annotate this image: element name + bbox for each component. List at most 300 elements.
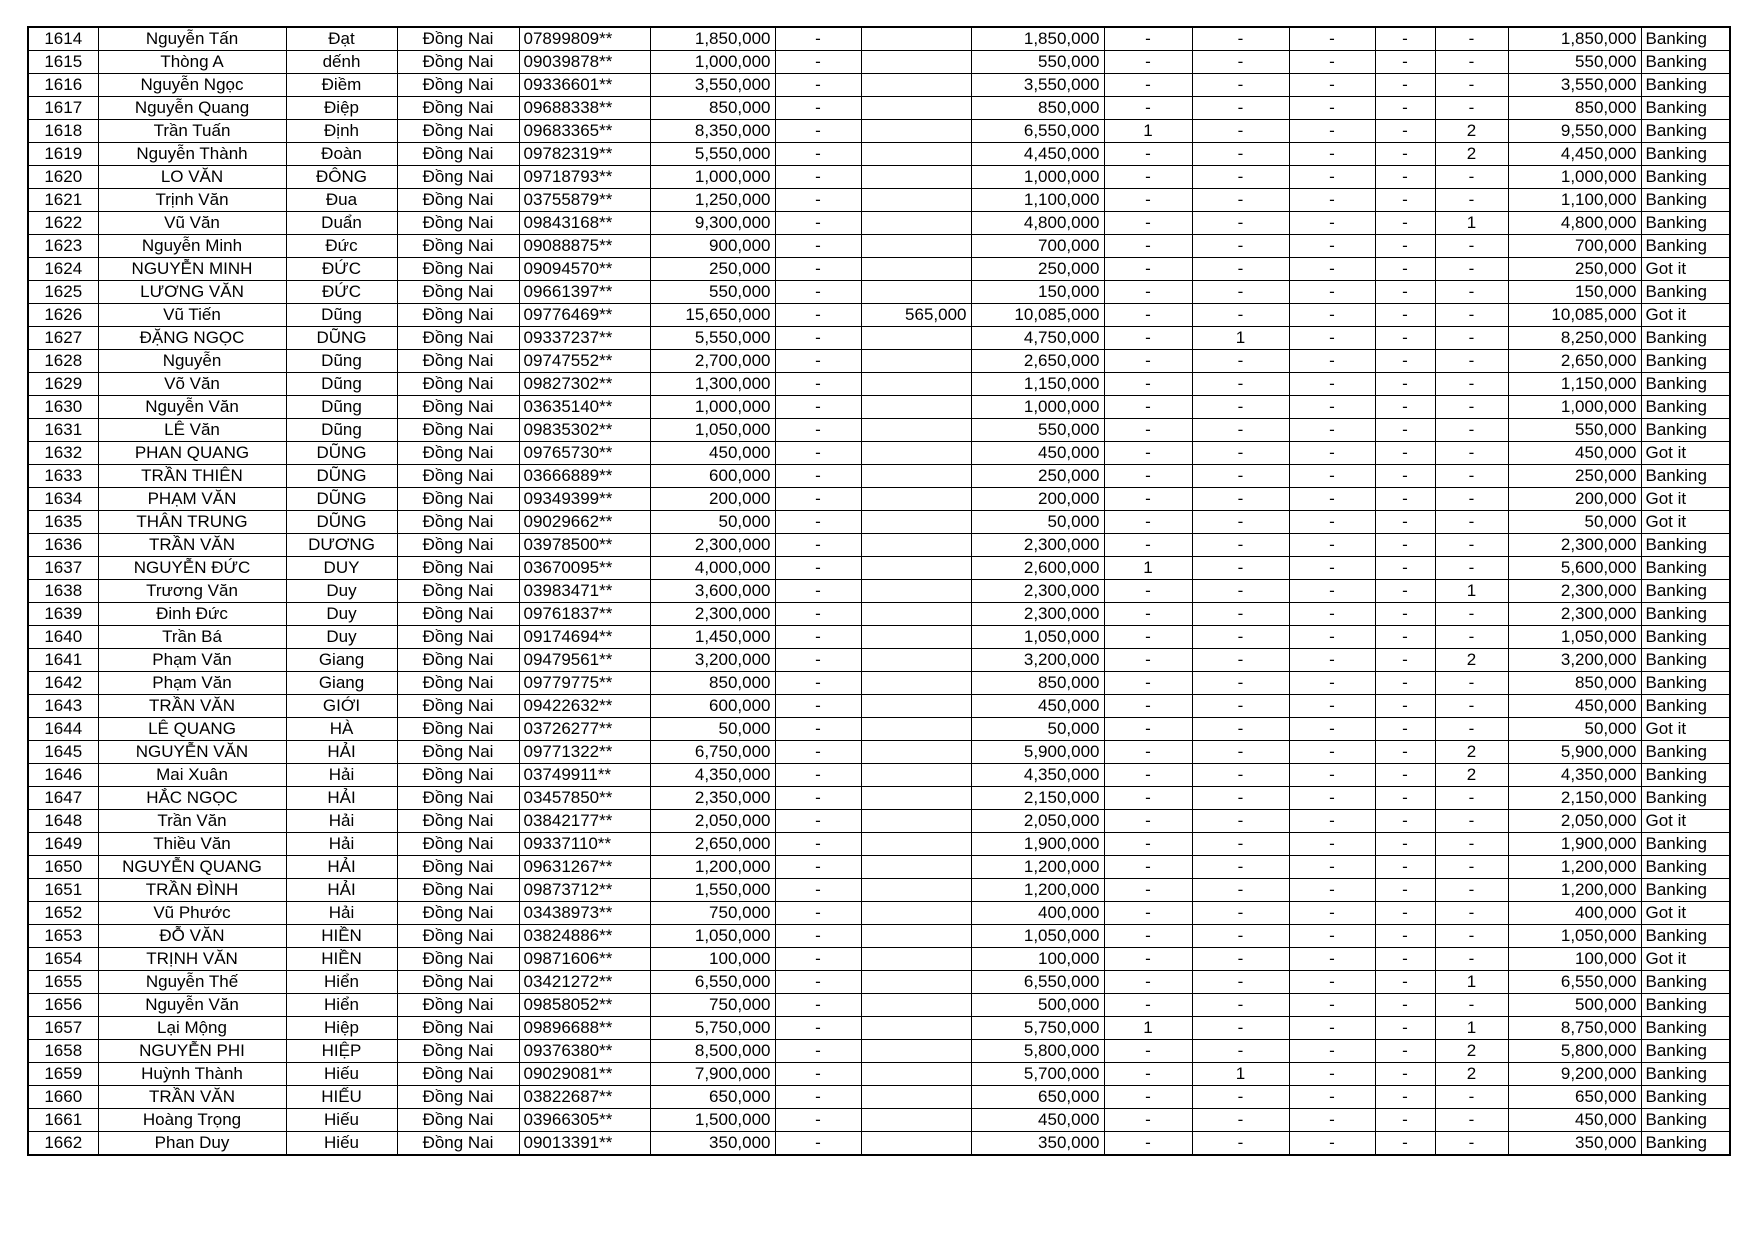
count-col-3: - bbox=[1289, 764, 1375, 787]
given-name-cell: Đạt bbox=[286, 27, 397, 51]
count-col-4: - bbox=[1375, 258, 1435, 281]
province-cell: Đồng Nai bbox=[397, 902, 519, 925]
surname-cell: Nguyễn Thành bbox=[98, 143, 286, 166]
amount-cell: 350,000 bbox=[650, 1132, 775, 1156]
dash-cell: - bbox=[775, 27, 861, 51]
given-name-cell: HẢI bbox=[286, 741, 397, 764]
row-number: 1656 bbox=[28, 994, 98, 1017]
count-col-3: - bbox=[1289, 189, 1375, 212]
count-col-4: - bbox=[1375, 557, 1435, 580]
paid-amount-cell: 4,350,000 bbox=[971, 764, 1104, 787]
surname-cell: Vũ Tiến bbox=[98, 304, 286, 327]
row-number: 1641 bbox=[28, 649, 98, 672]
extra-amount-cell bbox=[861, 994, 971, 1017]
table-row bbox=[28, 626, 1730, 649]
surname-cell: THÂN TRUNG bbox=[98, 511, 286, 534]
row-number: 1643 bbox=[28, 695, 98, 718]
surname-cell: Mai Xuân bbox=[98, 764, 286, 787]
phone-cell: 09835302** bbox=[519, 419, 650, 442]
count-col-1: - bbox=[1104, 994, 1192, 1017]
payment-method-cell: Banking bbox=[1641, 879, 1730, 902]
paid-amount-cell: 5,750,000 bbox=[971, 1017, 1104, 1040]
payment-method-cell: Banking bbox=[1641, 1040, 1730, 1063]
amount-cell: 2,050,000 bbox=[650, 810, 775, 833]
count-col-4: - bbox=[1375, 27, 1435, 51]
count-col-1: - bbox=[1104, 948, 1192, 971]
count-col-3: - bbox=[1289, 166, 1375, 189]
table-row bbox=[28, 327, 1730, 350]
amount-cell: 6,750,000 bbox=[650, 741, 775, 764]
extra-amount-cell bbox=[861, 212, 971, 235]
surname-cell: TRẦN ĐÌNH bbox=[98, 879, 286, 902]
payment-method-cell: Banking bbox=[1641, 74, 1730, 97]
extra-amount-cell bbox=[861, 626, 971, 649]
given-name-cell: Giang bbox=[286, 649, 397, 672]
count-col-5: - bbox=[1435, 879, 1508, 902]
given-name-cell: HIỆP bbox=[286, 1040, 397, 1063]
payment-method-cell: Banking bbox=[1641, 557, 1730, 580]
count-col-3: - bbox=[1289, 51, 1375, 74]
row-number: 1639 bbox=[28, 603, 98, 626]
paid-amount-cell: 550,000 bbox=[971, 419, 1104, 442]
given-name-cell: Duy bbox=[286, 626, 397, 649]
province-cell: Đồng Nai bbox=[397, 741, 519, 764]
count-col-2: - bbox=[1192, 557, 1289, 580]
total-cell: 1,000,000 bbox=[1508, 396, 1641, 419]
surname-cell: ĐẶNG NGỌC bbox=[98, 327, 286, 350]
province-cell: Đồng Nai bbox=[397, 718, 519, 741]
table-row bbox=[28, 488, 1730, 511]
count-col-3: - bbox=[1289, 1132, 1375, 1156]
amount-cell: 850,000 bbox=[650, 97, 775, 120]
payment-method-cell: Banking bbox=[1641, 327, 1730, 350]
total-cell: 1,850,000 bbox=[1508, 27, 1641, 51]
amount-cell: 100,000 bbox=[650, 948, 775, 971]
surname-cell: NGUYỄN PHI bbox=[98, 1040, 286, 1063]
total-cell: 100,000 bbox=[1508, 948, 1641, 971]
extra-amount-cell bbox=[861, 534, 971, 557]
given-name-cell: Hiển bbox=[286, 994, 397, 1017]
paid-amount-cell: 2,300,000 bbox=[971, 534, 1104, 557]
count-col-1: - bbox=[1104, 442, 1192, 465]
province-cell: Đồng Nai bbox=[397, 856, 519, 879]
given-name-cell: ĐỨC bbox=[286, 281, 397, 304]
amount-cell: 1,500,000 bbox=[650, 1109, 775, 1132]
phone-cell: 09039878** bbox=[519, 51, 650, 74]
amount-cell: 3,550,000 bbox=[650, 74, 775, 97]
dash-cell: - bbox=[775, 51, 861, 74]
paid-amount-cell: 350,000 bbox=[971, 1132, 1104, 1156]
province-cell: Đồng Nai bbox=[397, 511, 519, 534]
count-col-1: - bbox=[1104, 419, 1192, 442]
count-col-4: - bbox=[1375, 189, 1435, 212]
total-cell: 5,600,000 bbox=[1508, 557, 1641, 580]
count-col-3: - bbox=[1289, 373, 1375, 396]
extra-amount-cell bbox=[861, 350, 971, 373]
spreadsheet bbox=[27, 26, 1731, 1156]
extra-amount-cell bbox=[861, 1017, 971, 1040]
dash-cell: - bbox=[775, 580, 861, 603]
count-col-5: - bbox=[1435, 235, 1508, 258]
province-cell: Đồng Nai bbox=[397, 810, 519, 833]
table-row bbox=[28, 787, 1730, 810]
province-cell: Đồng Nai bbox=[397, 948, 519, 971]
count-col-1: - bbox=[1104, 1132, 1192, 1156]
paid-amount-cell: 400,000 bbox=[971, 902, 1104, 925]
extra-amount-cell bbox=[861, 74, 971, 97]
surname-cell: Trần Tuấn bbox=[98, 120, 286, 143]
given-name-cell: HIỀN bbox=[286, 948, 397, 971]
count-col-2: - bbox=[1192, 580, 1289, 603]
total-cell: 1,100,000 bbox=[1508, 189, 1641, 212]
count-col-2: - bbox=[1192, 534, 1289, 557]
table-row bbox=[28, 1040, 1730, 1063]
count-col-2: - bbox=[1192, 442, 1289, 465]
count-col-5: - bbox=[1435, 534, 1508, 557]
row-number: 1635 bbox=[28, 511, 98, 534]
count-col-3: - bbox=[1289, 1086, 1375, 1109]
province-cell: Đồng Nai bbox=[397, 373, 519, 396]
count-col-3: - bbox=[1289, 557, 1375, 580]
surname-cell: Trương Văn bbox=[98, 580, 286, 603]
paid-amount-cell: 1,050,000 bbox=[971, 626, 1104, 649]
province-cell: Đồng Nai bbox=[397, 143, 519, 166]
extra-amount-cell bbox=[861, 902, 971, 925]
given-name-cell: Duy bbox=[286, 580, 397, 603]
table-row bbox=[28, 925, 1730, 948]
phone-cell: 09422632** bbox=[519, 695, 650, 718]
payment-method-cell: Banking bbox=[1641, 994, 1730, 1017]
total-cell: 6,550,000 bbox=[1508, 971, 1641, 994]
count-col-1: - bbox=[1104, 304, 1192, 327]
payment-method-cell: Banking bbox=[1641, 649, 1730, 672]
count-col-2: - bbox=[1192, 488, 1289, 511]
phone-cell: 09761837** bbox=[519, 603, 650, 626]
province-cell: Đồng Nai bbox=[397, 1063, 519, 1086]
count-col-5: - bbox=[1435, 856, 1508, 879]
total-cell: 9,200,000 bbox=[1508, 1063, 1641, 1086]
phone-cell: 09336601** bbox=[519, 74, 650, 97]
given-name-cell: DŨNG bbox=[286, 465, 397, 488]
dash-cell: - bbox=[775, 925, 861, 948]
surname-cell: Huỳnh Thành bbox=[98, 1063, 286, 1086]
phone-cell: 09843168** bbox=[519, 212, 650, 235]
payment-method-cell: Banking bbox=[1641, 212, 1730, 235]
given-name-cell: Hiếu bbox=[286, 1109, 397, 1132]
count-col-1: - bbox=[1104, 350, 1192, 373]
paid-amount-cell: 6,550,000 bbox=[971, 120, 1104, 143]
dash-cell: - bbox=[775, 1017, 861, 1040]
dash-cell: - bbox=[775, 258, 861, 281]
province-cell: Đồng Nai bbox=[397, 350, 519, 373]
count-col-5: - bbox=[1435, 258, 1508, 281]
given-name-cell: dếnh bbox=[286, 51, 397, 74]
count-col-4: - bbox=[1375, 994, 1435, 1017]
count-col-3: - bbox=[1289, 27, 1375, 51]
dash-cell: - bbox=[775, 764, 861, 787]
count-col-4: - bbox=[1375, 741, 1435, 764]
phone-cell: 09765730** bbox=[519, 442, 650, 465]
row-number: 1654 bbox=[28, 948, 98, 971]
payment-method-cell: Got it bbox=[1641, 948, 1730, 971]
count-col-2: - bbox=[1192, 948, 1289, 971]
province-cell: Đồng Nai bbox=[397, 465, 519, 488]
total-cell: 9,550,000 bbox=[1508, 120, 1641, 143]
count-col-2: - bbox=[1192, 1040, 1289, 1063]
count-col-2: - bbox=[1192, 511, 1289, 534]
count-col-3: - bbox=[1289, 143, 1375, 166]
count-col-2: - bbox=[1192, 856, 1289, 879]
given-name-cell: DƯƠNG bbox=[286, 534, 397, 557]
payment-method-cell: Banking bbox=[1641, 695, 1730, 718]
count-col-4: - bbox=[1375, 1086, 1435, 1109]
count-col-5: - bbox=[1435, 833, 1508, 856]
total-cell: 4,800,000 bbox=[1508, 212, 1641, 235]
row-number: 1634 bbox=[28, 488, 98, 511]
row-number: 1648 bbox=[28, 810, 98, 833]
amount-cell: 550,000 bbox=[650, 281, 775, 304]
count-col-5: - bbox=[1435, 672, 1508, 695]
count-col-2: - bbox=[1192, 879, 1289, 902]
table-row bbox=[28, 856, 1730, 879]
surname-cell: Trịnh Văn bbox=[98, 189, 286, 212]
row-number: 1658 bbox=[28, 1040, 98, 1063]
count-col-5: - bbox=[1435, 787, 1508, 810]
amount-cell: 200,000 bbox=[650, 488, 775, 511]
total-cell: 500,000 bbox=[1508, 994, 1641, 1017]
dash-cell: - bbox=[775, 718, 861, 741]
count-col-1: - bbox=[1104, 718, 1192, 741]
table-row bbox=[28, 833, 1730, 856]
row-number: 1637 bbox=[28, 557, 98, 580]
paid-amount-cell: 1,200,000 bbox=[971, 856, 1104, 879]
count-col-1: - bbox=[1104, 281, 1192, 304]
count-col-5: - bbox=[1435, 166, 1508, 189]
surname-cell: Trần Bá bbox=[98, 626, 286, 649]
paid-amount-cell: 2,050,000 bbox=[971, 810, 1104, 833]
amount-cell: 4,350,000 bbox=[650, 764, 775, 787]
count-col-3: - bbox=[1289, 649, 1375, 672]
row-number: 1653 bbox=[28, 925, 98, 948]
phone-cell: 09858052** bbox=[519, 994, 650, 1017]
count-col-1: - bbox=[1104, 580, 1192, 603]
paid-amount-cell: 1,000,000 bbox=[971, 396, 1104, 419]
count-col-5: - bbox=[1435, 994, 1508, 1017]
amount-cell: 750,000 bbox=[650, 902, 775, 925]
phone-cell: 09779775** bbox=[519, 672, 650, 695]
surname-cell: Phan Duy bbox=[98, 1132, 286, 1156]
phone-cell: 09747552** bbox=[519, 350, 650, 373]
count-col-2: 1 bbox=[1192, 1063, 1289, 1086]
count-col-1: 1 bbox=[1104, 557, 1192, 580]
count-col-2: - bbox=[1192, 396, 1289, 419]
payment-method-cell: Banking bbox=[1641, 143, 1730, 166]
province-cell: Đồng Nai bbox=[397, 1109, 519, 1132]
extra-amount-cell bbox=[861, 971, 971, 994]
count-col-3: - bbox=[1289, 833, 1375, 856]
row-number: 1617 bbox=[28, 97, 98, 120]
province-cell: Đồng Nai bbox=[397, 994, 519, 1017]
row-number: 1615 bbox=[28, 51, 98, 74]
payment-method-cell: Banking bbox=[1641, 27, 1730, 51]
paid-amount-cell: 2,300,000 bbox=[971, 603, 1104, 626]
amount-cell: 450,000 bbox=[650, 442, 775, 465]
count-col-3: - bbox=[1289, 1063, 1375, 1086]
count-col-2: - bbox=[1192, 672, 1289, 695]
paid-amount-cell: 650,000 bbox=[971, 1086, 1104, 1109]
extra-amount-cell bbox=[861, 281, 971, 304]
given-name-cell: Đua bbox=[286, 189, 397, 212]
paid-amount-cell: 4,800,000 bbox=[971, 212, 1104, 235]
count-col-4: - bbox=[1375, 833, 1435, 856]
phone-cell: 09013391** bbox=[519, 1132, 650, 1156]
payment-method-cell: Banking bbox=[1641, 626, 1730, 649]
amount-cell: 1,300,000 bbox=[650, 373, 775, 396]
count-col-1: - bbox=[1104, 1109, 1192, 1132]
row-number: 1636 bbox=[28, 534, 98, 557]
table-row bbox=[28, 350, 1730, 373]
given-name-cell: Duy bbox=[286, 603, 397, 626]
count-col-3: - bbox=[1289, 994, 1375, 1017]
count-col-4: - bbox=[1375, 925, 1435, 948]
count-col-3: - bbox=[1289, 97, 1375, 120]
count-col-2: - bbox=[1192, 971, 1289, 994]
extra-amount-cell bbox=[861, 189, 971, 212]
count-col-2: - bbox=[1192, 1109, 1289, 1132]
total-cell: 200,000 bbox=[1508, 488, 1641, 511]
given-name-cell: DŨNG bbox=[286, 442, 397, 465]
surname-cell: LÊ Văn bbox=[98, 419, 286, 442]
row-number: 1638 bbox=[28, 580, 98, 603]
count-col-5: - bbox=[1435, 603, 1508, 626]
surname-cell: Võ Văn bbox=[98, 373, 286, 396]
count-col-1: - bbox=[1104, 603, 1192, 626]
count-col-3: - bbox=[1289, 488, 1375, 511]
count-col-2: - bbox=[1192, 235, 1289, 258]
province-cell: Đồng Nai bbox=[397, 534, 519, 557]
count-col-5: - bbox=[1435, 373, 1508, 396]
amount-cell: 1,000,000 bbox=[650, 166, 775, 189]
province-cell: Đồng Nai bbox=[397, 580, 519, 603]
count-col-1: - bbox=[1104, 258, 1192, 281]
paid-amount-cell: 3,550,000 bbox=[971, 74, 1104, 97]
province-cell: Đồng Nai bbox=[397, 120, 519, 143]
table-row bbox=[28, 51, 1730, 74]
count-col-2: - bbox=[1192, 373, 1289, 396]
surname-cell: PHAN QUANG bbox=[98, 442, 286, 465]
table-row bbox=[28, 948, 1730, 971]
extra-amount-cell bbox=[861, 764, 971, 787]
count-col-2: - bbox=[1192, 212, 1289, 235]
count-col-2: - bbox=[1192, 258, 1289, 281]
province-cell: Đồng Nai bbox=[397, 27, 519, 51]
amount-cell: 1,200,000 bbox=[650, 856, 775, 879]
given-name-cell: Dũng bbox=[286, 373, 397, 396]
paid-amount-cell: 200,000 bbox=[971, 488, 1104, 511]
count-col-4: - bbox=[1375, 350, 1435, 373]
extra-amount-cell bbox=[861, 442, 971, 465]
count-col-3: - bbox=[1289, 419, 1375, 442]
row-number: 1642 bbox=[28, 672, 98, 695]
extra-amount-cell bbox=[861, 810, 971, 833]
extra-amount-cell bbox=[861, 718, 971, 741]
province-cell: Đồng Nai bbox=[397, 649, 519, 672]
payment-method-cell: Banking bbox=[1641, 97, 1730, 120]
row-number: 1660 bbox=[28, 1086, 98, 1109]
table-row bbox=[28, 212, 1730, 235]
count-col-5: - bbox=[1435, 925, 1508, 948]
surname-cell: HẮC NGỌC bbox=[98, 787, 286, 810]
surname-cell: Nguyễn Quang bbox=[98, 97, 286, 120]
count-col-4: - bbox=[1375, 534, 1435, 557]
table-row bbox=[28, 120, 1730, 143]
count-col-4: - bbox=[1375, 304, 1435, 327]
amount-cell: 1,000,000 bbox=[650, 396, 775, 419]
count-col-4: - bbox=[1375, 1017, 1435, 1040]
payment-method-cell: Banking bbox=[1641, 764, 1730, 787]
paid-amount-cell: 1,050,000 bbox=[971, 925, 1104, 948]
row-number: 1614 bbox=[28, 27, 98, 51]
given-name-cell: Dũng bbox=[286, 350, 397, 373]
row-number: 1632 bbox=[28, 442, 98, 465]
province-cell: Đồng Nai bbox=[397, 971, 519, 994]
row-number: 1630 bbox=[28, 396, 98, 419]
count-col-2: - bbox=[1192, 281, 1289, 304]
table-row bbox=[28, 235, 1730, 258]
phone-cell: 09479561** bbox=[519, 649, 650, 672]
phone-cell: 09029662** bbox=[519, 511, 650, 534]
table-row bbox=[28, 580, 1730, 603]
row-number: 1624 bbox=[28, 258, 98, 281]
extra-amount-cell bbox=[861, 235, 971, 258]
table-row bbox=[28, 258, 1730, 281]
count-col-4: - bbox=[1375, 166, 1435, 189]
amount-cell: 1,850,000 bbox=[650, 27, 775, 51]
given-name-cell: HIỀN bbox=[286, 925, 397, 948]
phone-cell: 09771322** bbox=[519, 741, 650, 764]
count-col-4: - bbox=[1375, 1040, 1435, 1063]
extra-amount-cell bbox=[861, 465, 971, 488]
count-col-5: 2 bbox=[1435, 649, 1508, 672]
count-col-3: - bbox=[1289, 350, 1375, 373]
count-col-5: 2 bbox=[1435, 741, 1508, 764]
count-col-4: - bbox=[1375, 235, 1435, 258]
phone-cell: 09827302** bbox=[519, 373, 650, 396]
table-row bbox=[28, 741, 1730, 764]
count-col-2: - bbox=[1192, 1017, 1289, 1040]
count-col-5: - bbox=[1435, 281, 1508, 304]
amount-cell: 3,200,000 bbox=[650, 649, 775, 672]
paid-amount-cell: 2,600,000 bbox=[971, 557, 1104, 580]
payment-method-cell: Banking bbox=[1641, 833, 1730, 856]
count-col-2: - bbox=[1192, 1086, 1289, 1109]
phone-cell: 09349399** bbox=[519, 488, 650, 511]
count-col-2: - bbox=[1192, 741, 1289, 764]
row-number: 1620 bbox=[28, 166, 98, 189]
payment-method-cell: Banking bbox=[1641, 925, 1730, 948]
extra-amount-cell bbox=[861, 488, 971, 511]
phone-cell: 09376380** bbox=[519, 1040, 650, 1063]
row-number: 1645 bbox=[28, 741, 98, 764]
extra-amount-cell bbox=[861, 511, 971, 534]
payment-method-cell: Got it bbox=[1641, 511, 1730, 534]
extra-amount-cell bbox=[861, 787, 971, 810]
total-cell: 3,550,000 bbox=[1508, 74, 1641, 97]
paid-amount-cell: 50,000 bbox=[971, 511, 1104, 534]
province-cell: Đồng Nai bbox=[397, 879, 519, 902]
count-col-3: - bbox=[1289, 971, 1375, 994]
table-row bbox=[28, 764, 1730, 787]
